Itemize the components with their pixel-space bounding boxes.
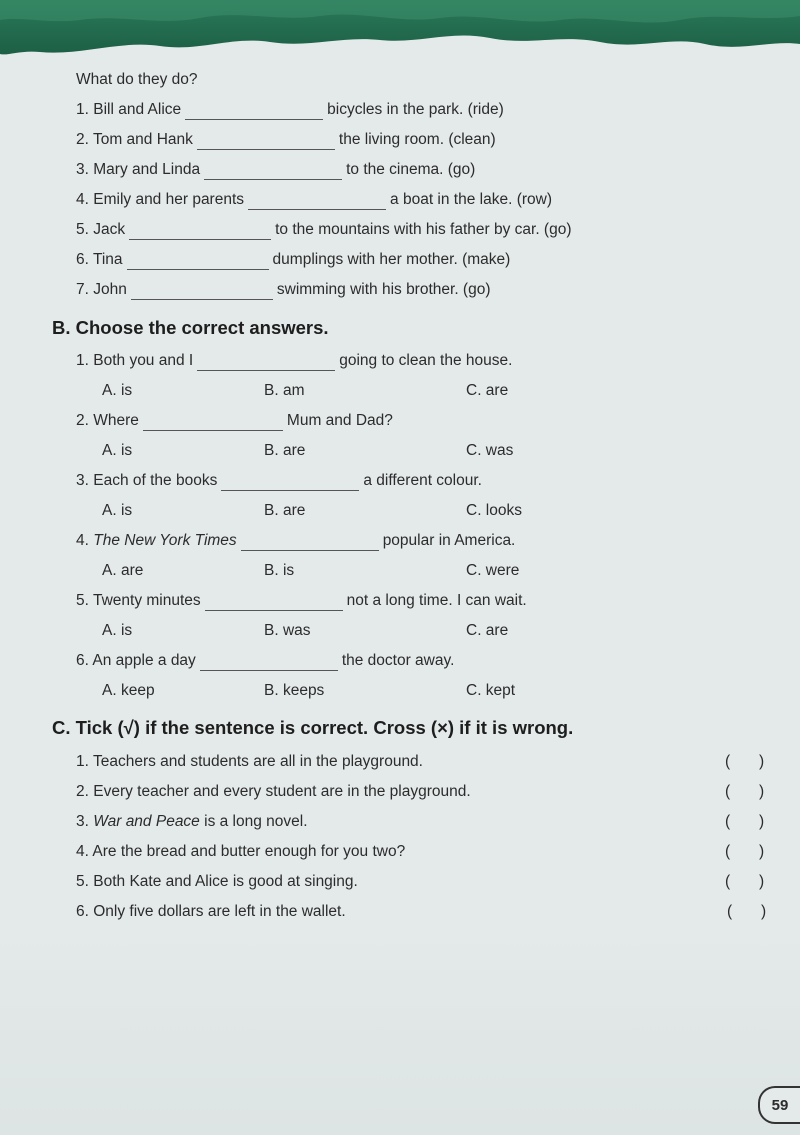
b6-option-a[interactable]: A. keep <box>102 682 155 699</box>
b3-option-b[interactable]: B. are <box>264 502 306 519</box>
b5-option-c[interactable]: C. are <box>466 622 509 639</box>
b6-option-b[interactable]: B. keeps <box>264 682 325 699</box>
c-item-4: 4. Are the bread and butter enough for you two? <box>76 843 406 860</box>
b-question-1: 1. Both you and I going to clean the house. <box>76 352 513 369</box>
answer-blank[interactable] <box>197 131 335 150</box>
answer-blank[interactable] <box>143 412 283 431</box>
answer-blank[interactable] <box>200 652 338 671</box>
b1-option-c[interactable]: C. are <box>466 382 509 399</box>
b4-option-b[interactable]: B. is <box>264 562 295 579</box>
a-question-3: 3. Mary and Linda to the cinema. (go) <box>76 161 476 178</box>
a-question-5: 5. Jack to the mountains with his father by car. (go) <box>76 221 572 238</box>
a-question-1: 1. Bill and Alice bicycles in the park. (ride) <box>76 101 504 118</box>
b2-option-a[interactable]: A. is <box>102 442 133 459</box>
answer-blank[interactable] <box>221 472 359 491</box>
b2-option-c[interactable]: C. was <box>466 442 514 459</box>
answer-blank[interactable] <box>197 352 335 371</box>
c-item-2: 2. Every teacher and every student are in the playground. <box>76 783 471 800</box>
answer-blank[interactable] <box>204 161 342 180</box>
b4-option-a[interactable]: A. are <box>102 562 144 579</box>
answer-blank[interactable] <box>127 251 269 270</box>
answer-blank[interactable] <box>205 592 343 611</box>
answer-blank[interactable] <box>131 281 273 300</box>
b5-option-b[interactable]: B. was <box>264 622 311 639</box>
b-question-5: 5. Twenty minutes not a long time. I can wait. <box>76 592 527 609</box>
intro-text: What do they do? <box>76 71 198 88</box>
b-question-6: 6. An apple a day the doctor away. <box>76 652 455 669</box>
b3-option-c[interactable]: C. looks <box>466 502 522 519</box>
b-question-2: 2. Where Mum and Dad? <box>76 412 393 429</box>
section-b-heading: B. Choose the correct answers. <box>52 317 329 338</box>
c-item-6: 6. Only five dollars are left in the wallet. <box>76 903 346 920</box>
c-item-5: 5. Both Kate and Alice is good at singing. <box>76 873 358 890</box>
b2-option-b[interactable]: B. are <box>264 442 306 459</box>
answer-blank[interactable] <box>248 191 386 210</box>
c-item-3: 3. War and Peace is a long novel. <box>76 813 308 830</box>
answer-blank[interactable] <box>129 221 271 240</box>
b-question-4: 4. The New York Times popular in America. <box>76 532 516 549</box>
answer-blank[interactable] <box>241 532 379 551</box>
c-item-1: 1. Teachers and students are all in the playground. <box>76 753 423 770</box>
a-question-7: 7. John swimming with his brother. (go) <box>76 281 491 298</box>
a-question-4: 4. Emily and her parents a boat in the lake. (row) <box>76 191 553 208</box>
b4-option-c[interactable]: C. were <box>466 562 520 579</box>
worksheet-page: What do they do? 1. Bill and Alice bicycles in the park. (ride) 2. Tom and Hank the living room. (clean) 3. Mary and Linda to the cinema. (go) 4. Emily and her parents a boat in the lake. (row) 5. Jack to the mountains with his father by car. (go) 6. Tina dumplings with her mother. (make) 7. John swimming with his brother. (go) B. Choose the correct answers. 1. Both you and I going to clean the house. A. is B. am C. are 2. Where Mum and Dad? A. is B. are C. was 3. Each of the books a different colour. A. is B. are C. looks 4. The New York Times popular in America. A. are B. is C. were 5. Twenty minutes not a long time. I can wait. A. is B. was C. are 6. An apple a day the doctor away. A. keep B. keeps C. kept C. Tick (√) if the sentence is correct. Cross (×) if it is wrong. 1. Teachers and students are all in the playground. ( ) 2. Every teacher and every student are in the playground. ( ) 3. War and Peace is a long novel. ( ) 4. Are the bread and butter enough for you two? ( ) 5. Both Kate and Alice is good at singing. ( ) 6. Only five dollars are left in the wallet. ( ) 59 <box>0 0 800 1135</box>
b3-option-a[interactable]: A. is <box>102 502 133 519</box>
b6-option-c[interactable]: C. kept <box>466 682 516 699</box>
page-number: 59 <box>758 1086 800 1124</box>
section-c-heading: C. Tick (√) if the sentence is correct. Cross (×) if it is wrong. <box>52 717 574 738</box>
a-question-2: 2. Tom and Hank the living room. (clean) <box>76 131 496 148</box>
b1-option-a[interactable]: A. is <box>102 382 133 399</box>
b-question-3: 3. Each of the books a different colour. <box>76 472 482 489</box>
b1-option-b[interactable]: B. am <box>264 382 305 399</box>
answer-blank[interactable] <box>185 101 323 120</box>
a-question-6: 6. Tina dumplings with her mother. (make) <box>76 251 511 268</box>
b5-option-a[interactable]: A. is <box>102 622 133 639</box>
